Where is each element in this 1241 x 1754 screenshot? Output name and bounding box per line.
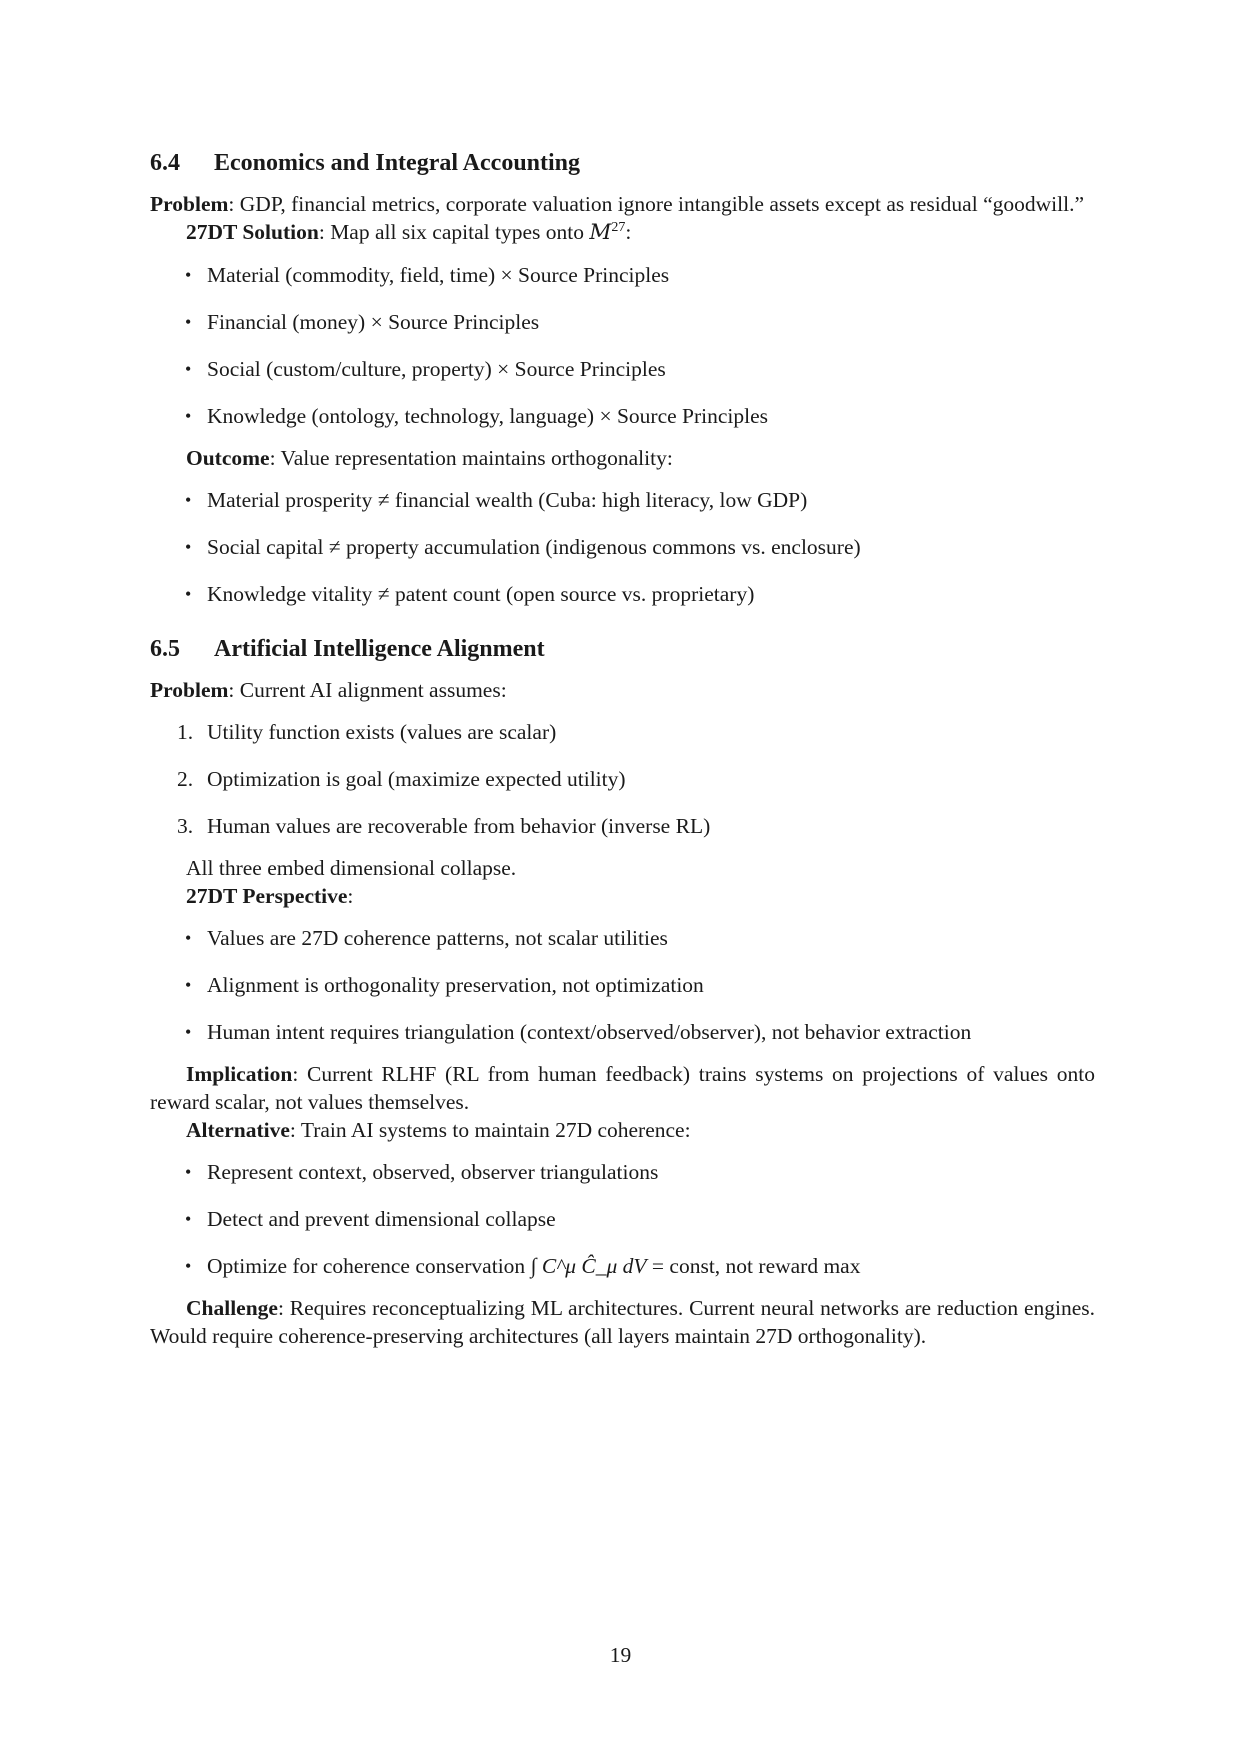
solution-label: 27DT Solution — [186, 220, 319, 244]
section-number: 6.4 — [150, 150, 180, 176]
section-6-5-heading — [150, 634, 1095, 664]
page-number: 19 — [609, 1643, 632, 1667]
item-number: 2. — [177, 767, 194, 791]
section-title: Artificial Intelligence Alignment — [214, 636, 545, 662]
challenge-paragraph — [150, 1294, 1095, 1350]
list-item: • Knowledge vitality ≠ patent count (open source vs. proprietary) — [185, 582, 755, 606]
solution-end: : — [625, 220, 632, 244]
manifold-symbol: M — [589, 220, 612, 245]
alternative-paragraph — [150, 1116, 1095, 1144]
list-item: • Financial (money) × Source Principles — [185, 310, 540, 334]
problem-label: Problem — [150, 192, 229, 216]
solution-paragraph — [150, 218, 1095, 247]
alternatives-list — [150, 1158, 1095, 1280]
bullet-icon: • — [185, 537, 192, 557]
bullet-icon: • — [185, 490, 192, 510]
list-item: • Social capital ≠ property accumulation (indigenous commons vs. enclosure) — [185, 535, 861, 559]
implication-text: : Current RLHF (RL from human feedback) trains systems on projections of values onto reward scalar, not values themselves. — [150, 1062, 1095, 1114]
perspective-label: 27DT Perspective — [186, 884, 348, 908]
outcome-label: Outcome — [186, 446, 270, 470]
manifold-superscript: 27 — [611, 219, 626, 235]
implication-label: Implication — [186, 1062, 293, 1086]
list-item: • Optimize for coherence conservation ∫ C^μ Ĉ_μ dV = const, not reward max — [185, 1254, 861, 1278]
list-item: • Values are 27D coherence patterns, not scalar utilities — [185, 926, 668, 950]
challenge-label: Challenge — [186, 1296, 278, 1320]
list-item: • Represent context, observed, observer triangulations — [185, 1160, 659, 1184]
alternative-label: Alternative — [186, 1118, 290, 1142]
perspective-paragraph: 27DT Perspective: — [186, 884, 354, 908]
perspectives-list — [150, 924, 1095, 1046]
section-6-4-heading — [150, 148, 1095, 178]
list-item: 3. Human values are recoverable from behavior (inverse RL) — [177, 814, 711, 838]
solution-text: : Map all six capital types onto — [318, 220, 590, 244]
problem-paragraph — [150, 676, 1095, 704]
section-title: Economics and Integral Accounting — [214, 150, 581, 176]
bullet-icon: • — [185, 1209, 192, 1229]
list-item: • Alignment is orthogonality preservation, not optimization — [185, 973, 704, 997]
assumptions-list — [150, 718, 1095, 840]
outcomes-list — [150, 486, 1095, 608]
problem-text: : Current AI alignment assumes: — [228, 678, 507, 702]
problem-paragraph — [150, 190, 1095, 218]
list-item: • Detect and prevent dimensional collapse — [185, 1207, 556, 1231]
outcome-text: : Value representation maintains orthogonality: — [269, 446, 673, 470]
problem-text: : GDP, financial metrics, corporate valuation ignore intangible assets except as residual “goodwill.” — [228, 192, 1084, 216]
list-item: • Knowledge (ontology, technology, language) × Source Principles — [185, 404, 769, 428]
bullet-icon: • — [185, 265, 192, 285]
bullet-icon: • — [185, 406, 192, 426]
collapse-paragraph: All three embed dimensional collapse. — [186, 856, 517, 880]
bullet-icon: • — [185, 584, 192, 604]
capital-types-list — [150, 261, 1095, 430]
list-item: 1. Utility function exists (values are scalar) — [177, 720, 557, 744]
list-item: 2. Optimization is goal (maximize expected utility) — [177, 767, 626, 791]
bullet-icon: • — [185, 312, 192, 332]
challenge-text: : Requires reconceptualizing ML architectures. Current neural networks are reduction engines. Would require coherence-preserving architectures (all layers maintain 27D orthogonality). — [150, 1296, 1095, 1348]
bullet-icon: • — [185, 1162, 192, 1182]
problem-label: Problem — [150, 678, 229, 702]
coherence-integral: ∫ C^μ Ĉ_μ dV — [530, 1254, 647, 1278]
bullet-icon: • — [185, 975, 192, 995]
section-number: 6.5 — [150, 636, 180, 662]
bullet-icon: • — [185, 1256, 192, 1276]
item-number: 3. — [177, 814, 194, 838]
list-item: • Human intent requires triangulation (context/observed/observer), not behavior extraction — [185, 1020, 972, 1044]
implication-paragraph — [150, 1060, 1095, 1116]
list-item: • Material (commodity, field, time) × Source Principles — [185, 263, 670, 287]
alternative-text: : Train AI systems to maintain 27D coherence: — [289, 1118, 691, 1142]
bullet-icon: • — [185, 928, 192, 948]
item-number: 1. — [177, 720, 194, 744]
list-item: • Material prosperity ≠ financial wealth (Cuba: high literacy, low GDP) — [185, 488, 808, 512]
outcome-paragraph — [150, 444, 1095, 472]
bullet-icon: • — [185, 359, 192, 379]
page-content — [150, 148, 1095, 1350]
list-item: • Social (custom/culture, property) × Source Principles — [185, 357, 666, 381]
bullet-icon: • — [185, 1022, 192, 1042]
